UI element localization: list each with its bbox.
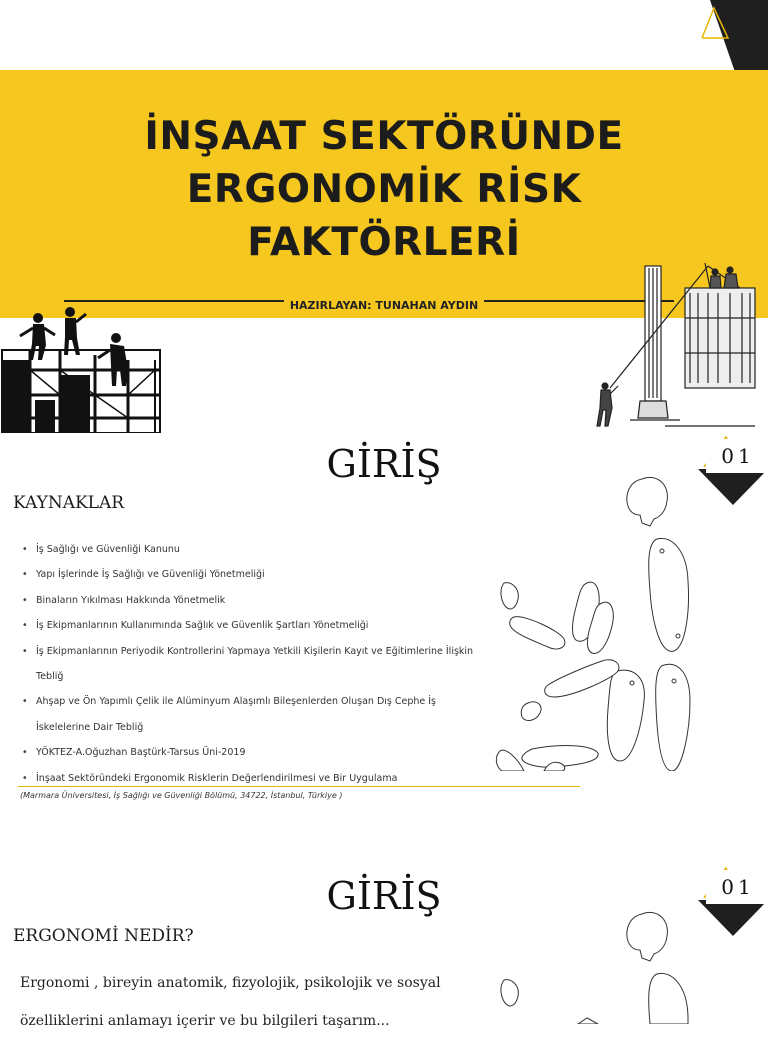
author-label: HAZIRLAYAN: TUNAHAN AYDIN bbox=[284, 299, 484, 312]
cover-title-line-3: FAKTÖRLERİ bbox=[247, 220, 521, 265]
reference-item: • İş Ekipmanlarının Periyodik Kontrollerini Yapmaya Yetkili Kişilerin Kayıt ve Eğitimlerine İlişkin Tebliğ bbox=[22, 639, 492, 690]
reference-item: • YÖKTEZ-A.Oğuzhan Baştürk-Tarsus Üni-2019 bbox=[22, 740, 492, 765]
column-construction-illustration bbox=[590, 258, 760, 433]
reference-item: • Yapı İşlerinde İş Sağlığı ve Güvenliği Yönetmeliği bbox=[22, 562, 492, 587]
slide-1-number: 01 bbox=[706, 439, 768, 473]
scaffold-workers-illustration bbox=[0, 300, 162, 433]
reference-item: • İş Sağlığı ve Güvenliği Kanunu bbox=[22, 537, 492, 562]
slide-1-title: GİRİŞ bbox=[326, 442, 442, 486]
slide-2-number: 01 bbox=[706, 870, 768, 904]
corner-triangle-decoration bbox=[690, 0, 768, 72]
cover-title-line-1: İNŞAAT SEKTÖRÜNDE bbox=[144, 114, 624, 159]
slide-2-title: GİRİŞ bbox=[326, 874, 442, 918]
references-note: (Marmara Üniversitesi, İş Sağlığı ve Güvenliği Bölümü, 34722, İstanbul, Türkiye ) bbox=[20, 791, 343, 800]
reference-item: • İş Ekipmanlarının Kullanımında Sağlık ve Güvenlik Şartları Yönetmeliği bbox=[22, 613, 492, 638]
slide-2-text-line-2: özelliklerini anlamayı içerir ve bu bilgileri taşarım... bbox=[20, 1013, 390, 1029]
slide-2-text-line-1: Ergonomi , bireyin anatomik, fizyolojik, psikolojik ve sosyal bbox=[20, 975, 441, 991]
cover-slide bbox=[0, 0, 768, 433]
slide-2-text bbox=[20, 964, 480, 1040]
cover-title bbox=[0, 110, 768, 269]
dark-triangle-shape bbox=[710, 0, 768, 72]
ergonomic-mannequin-illustration bbox=[492, 471, 702, 771]
references-list bbox=[22, 537, 492, 791]
cover-title-line-2: ERGONOMİK RİSK bbox=[186, 167, 582, 212]
slide-1-subheading: KAYNAKLAR bbox=[13, 493, 125, 513]
slide-2-subheading: ERGONOMİ NEDİR? bbox=[13, 926, 194, 946]
reference-item: • İnşaat Sektöründeki Ergonomik Risklerin Değerlendirilmesi ve Bir Uygulama bbox=[22, 766, 492, 791]
reference-item: • Binaların Yıkılması Hakkında Yönetmelik bbox=[22, 588, 492, 613]
ergonomic-mannequin-illustration-2 bbox=[492, 906, 702, 1024]
slide-2 bbox=[0, 860, 768, 1029]
slide-1 bbox=[0, 433, 768, 820]
references-divider bbox=[18, 786, 580, 787]
reference-item: • Ahşap ve Ön Yapımlı Çelik ile Alüminyum Alaşımlı Bileşenlerden Oluşan Dış Cephe İş İskelelerine Dair Tebliğ bbox=[22, 689, 492, 740]
